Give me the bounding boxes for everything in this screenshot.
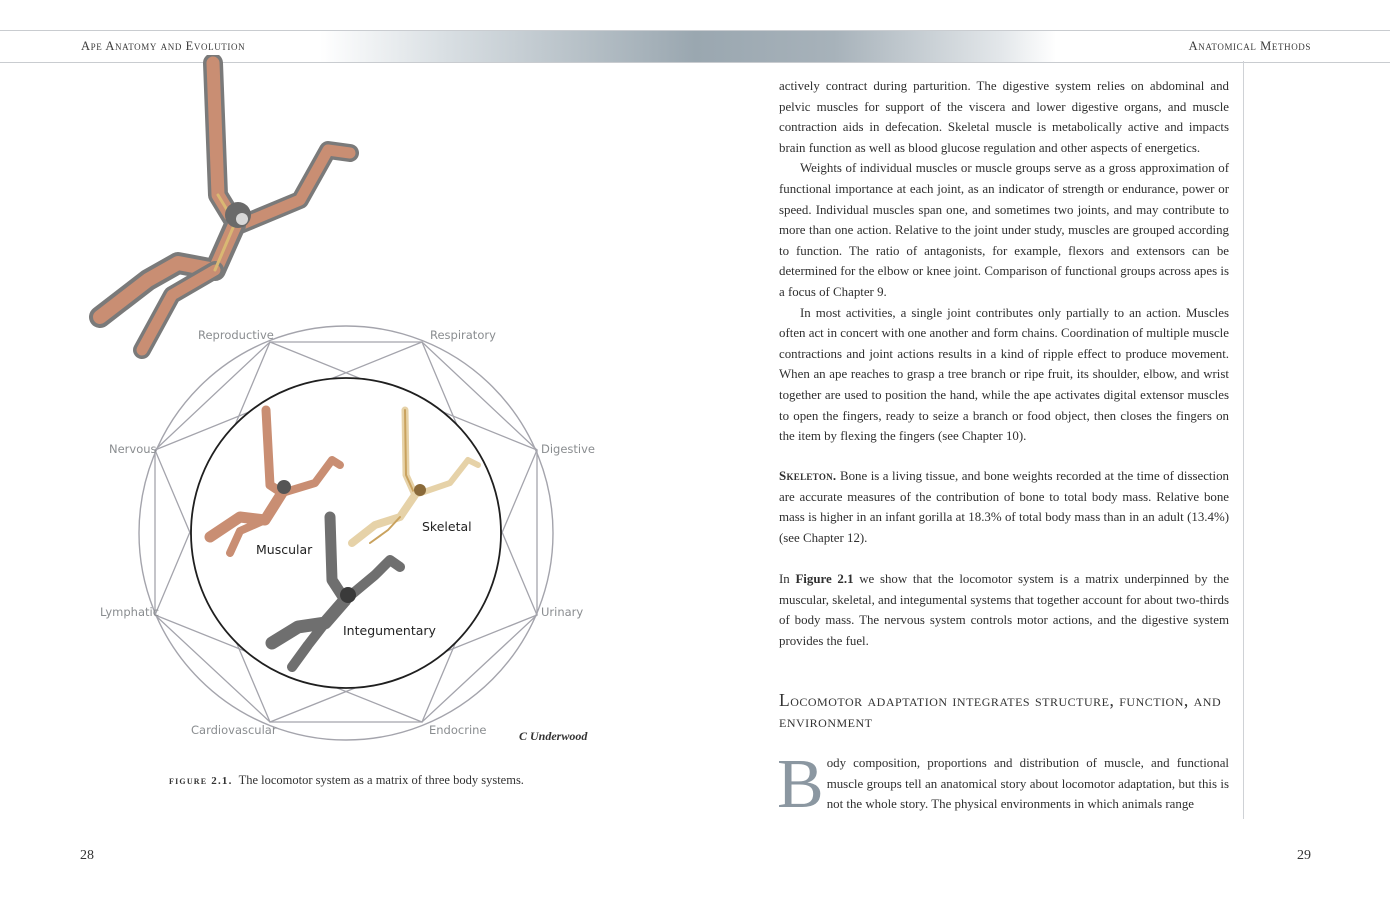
skeleton-text: Bone is a living tissue, and bone weights recorded at the time of dissection are accurate measures of the contribution of bone to total body mass. Relative bone mass is higher in an infant gorilla at 18.3% of total body mass than in an adult (13.4%) (see Chapter 12).	[779, 469, 1229, 545]
figure-ref-pre: In	[779, 572, 796, 586]
label-respiratory: Respiratory	[430, 328, 496, 342]
running-head-left: Ape Anatomy and Evolution	[81, 39, 246, 53]
skeleton-paragraph	[779, 466, 1229, 548]
paragraph-1: actively contract during parturition. The digestive system relies on abdominal and pelvic muscles for support of the viscera and lower digestive organs, and muscle contraction aids in defecation. Skeletal muscle is metabolically active and impacts brain function as well as blood glucose regulation and other aspects of energetics.	[779, 79, 1229, 155]
label-lymphatic: Lymphatic	[100, 605, 160, 619]
large-gibbon-illustration	[100, 63, 350, 350]
figure-ref-paragraph	[779, 569, 1229, 651]
body-column	[779, 76, 1229, 447]
dropcap-paragraph	[777, 746, 1229, 823]
figure-caption-text: The locomotor system as a matrix of three body systems.	[238, 773, 524, 787]
dropcap-text: ody composition, proportions and distribution of muscle, and functional muscle groups tell an anatomical story about locomotor adaptation, but this is not the whole story. The physical environments in which animals range	[826, 756, 1229, 812]
label-urinary: Urinary	[541, 605, 584, 619]
label-skeletal: Skeletal	[422, 519, 472, 534]
label-digestive: Digestive	[541, 442, 596, 456]
section-heading: Locomotor adaptation integrates structure, function, and environment	[779, 690, 1222, 731]
skeleton-heading: Skeleton.	[779, 469, 837, 483]
label-integumentary: Integumentary	[343, 623, 436, 638]
paragraph-2: Weights of individual muscles or muscle groups serve as a gross approximation of functional importance at each joint, as an indicator of strength or endurance, power or speed. Individual muscles span one, and sometimes two joints, and may contribute to more than one action. Relative to the joint under study, muscles are grouped according to function. The ratio of antagonists, for example, flexors and extensors can be determined for the elbow or knee joint. Comparison of functional groups across apes is a focus of Chapter 9.	[779, 161, 1229, 299]
label-reproductive: Reproductive	[198, 328, 274, 342]
paragraph-3: In most activities, a single joint contributes only partially to an action. Muscles often act in concert with one another and form chains. Coordination of multiple muscle contractions and joint actions results in a kind of ripple effect to produce movement. When an ape reaches to grasp a tree branch or ripe fruit, its shoulder, elbow, and wrist together are used to position the hand, while the ape activates digital extensor muscles to open the fingers, ready to seize a branch or food object, then closes the fingers on the item by flexing the fingers (see Chapter 10).	[779, 305, 1229, 444]
page-number-right: 29	[1297, 848, 1311, 863]
running-head-right: Anatomical Methods	[1188, 39, 1311, 53]
dropcap-letter: B	[777, 746, 824, 823]
margin-rule	[1243, 61, 1244, 819]
label-nervous: Nervous	[109, 442, 157, 456]
page-number-left: 28	[80, 848, 94, 863]
figure-ref-text: we show that the locomotor system is a matrix underpinned by the muscular, skeletal, and integumental systems that together account for about two-thirds of body mass. The nervous system controls motor actions, and the digestive system provides the fuel.	[779, 572, 1229, 648]
locomotor-matrix-figure	[70, 55, 630, 755]
figure-caption	[169, 773, 524, 788]
label-endocrine: Endocrine	[429, 723, 487, 737]
label-cardiovascular: Cardiovascular	[191, 723, 277, 737]
artist-signature: C Underwood	[519, 729, 588, 743]
label-muscular: Muscular	[256, 542, 313, 557]
figure-ref-link[interactable]: Figure 2.1	[795, 572, 854, 586]
figure-tag: figure 2.1.	[169, 775, 233, 787]
